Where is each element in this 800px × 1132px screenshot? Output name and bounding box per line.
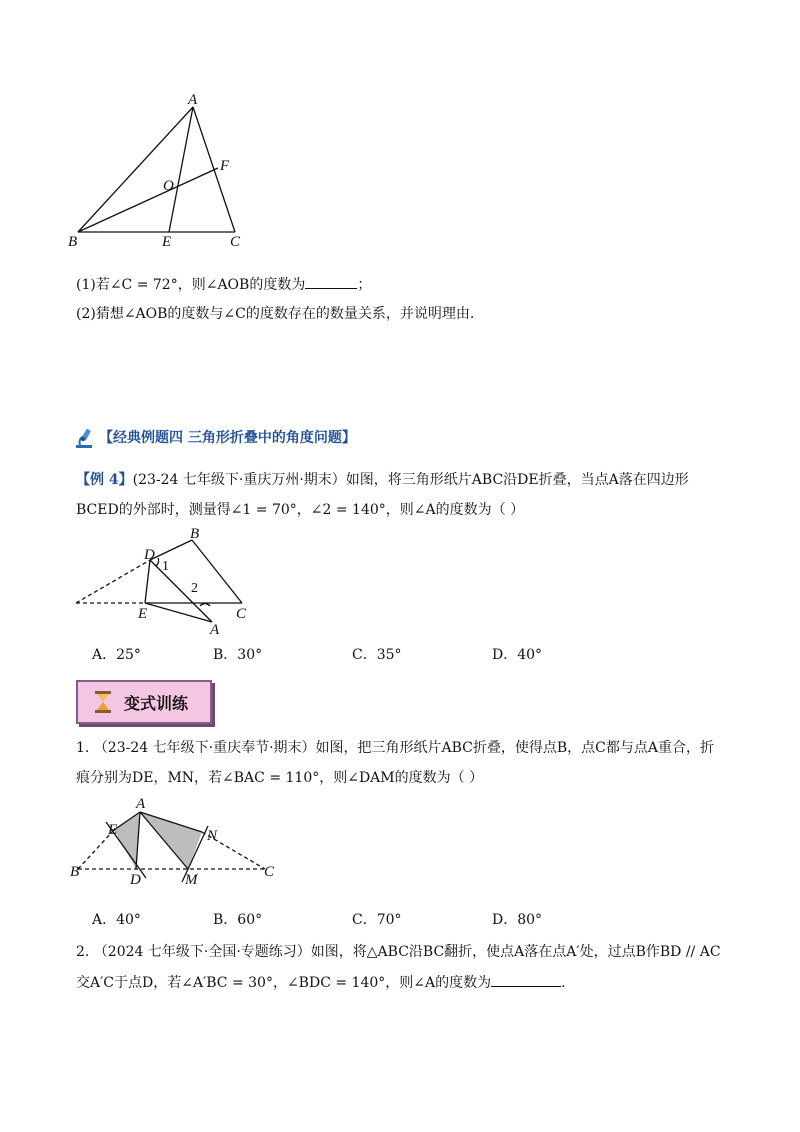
example4-option-a[interactable]: A．25°: [92, 647, 141, 663]
question-part2: (2)猜想∠AOB的度数与∠C的度数存在的数量关系，并说明理由.: [76, 306, 475, 322]
problem1-line2: 痕分别为DE，MN，若∠BAC = 110°，则∠DAM的度数为（ ）: [76, 770, 484, 786]
label-b: B: [68, 234, 78, 250]
practice-title: 变式训练: [124, 694, 189, 713]
label-b: B: [190, 526, 200, 542]
label-d: D: [130, 872, 141, 888]
problem2-line2: 交A′C于点D，若∠A′BC = 30°，∠BDC = 140°，则∠A的度数为 .: [76, 972, 566, 993]
label-c: C: [230, 234, 241, 250]
problem1-option-d[interactable]: D．80°: [492, 912, 543, 928]
label-a: A: [210, 622, 220, 638]
example4-option-d[interactable]: D．40°: [492, 647, 543, 663]
question-part1: (1)若∠C = 72°，则∠AOB的度数为 ；: [76, 274, 371, 295]
angle-label-2: 2: [191, 581, 198, 596]
hourglass-icon: [92, 690, 114, 714]
problem1-option-b[interactable]: B．60°: [213, 912, 263, 928]
label-d: D: [144, 547, 155, 563]
label-e: E: [108, 822, 118, 838]
label-e: E: [162, 234, 172, 250]
section-title: 【经典例题四 三角形折叠中的角度问题】: [99, 430, 356, 446]
problem1-line1: 1. （23-24 七年级下·重庆奉节·期末）如图，把三角形纸片ABC折叠，使得点B，点C都与点A重合，折: [76, 740, 714, 756]
example4-line2: BCED的外部时，测量得∠1 = 70°，∠2 = 140°，则∠A的度数为（ ）: [76, 502, 525, 518]
figure-triangle-abc: [60, 90, 280, 255]
practice-banner: [76, 680, 212, 724]
problem2-line1: 2. （2024 七年级下·全国·专题练习）如图，将△ABC沿BC翻折，使点A落在点A′处，过点B作BD // AC: [76, 944, 721, 960]
label-e: E: [138, 606, 148, 622]
label-n: N: [207, 828, 218, 844]
label-m: M: [185, 872, 198, 888]
problem1-option-a[interactable]: A．40°: [92, 912, 141, 928]
label-f: F: [220, 158, 230, 174]
example4-line1: 【例 4】(23-24 七年级下·重庆万州·期末）如图，将三角形纸片ABC沿DE折叠，当点A落在四边形: [76, 472, 689, 488]
label-a: A: [136, 796, 146, 812]
figure-fold-two-creases: [70, 796, 290, 888]
label-c: C: [236, 606, 247, 622]
label-b: B: [70, 864, 80, 880]
figure-fold-abc: [70, 526, 270, 638]
angle-label-1: 1: [162, 559, 169, 574]
label-a: A: [188, 92, 198, 108]
problem1-option-c[interactable]: C．70°: [352, 912, 402, 928]
microscope-icon: [74, 426, 98, 450]
example4-option-b[interactable]: B．30°: [213, 647, 263, 663]
label-o: O: [163, 178, 174, 194]
label-c: C: [264, 864, 275, 880]
example4-option-c[interactable]: C．35°: [352, 647, 402, 663]
